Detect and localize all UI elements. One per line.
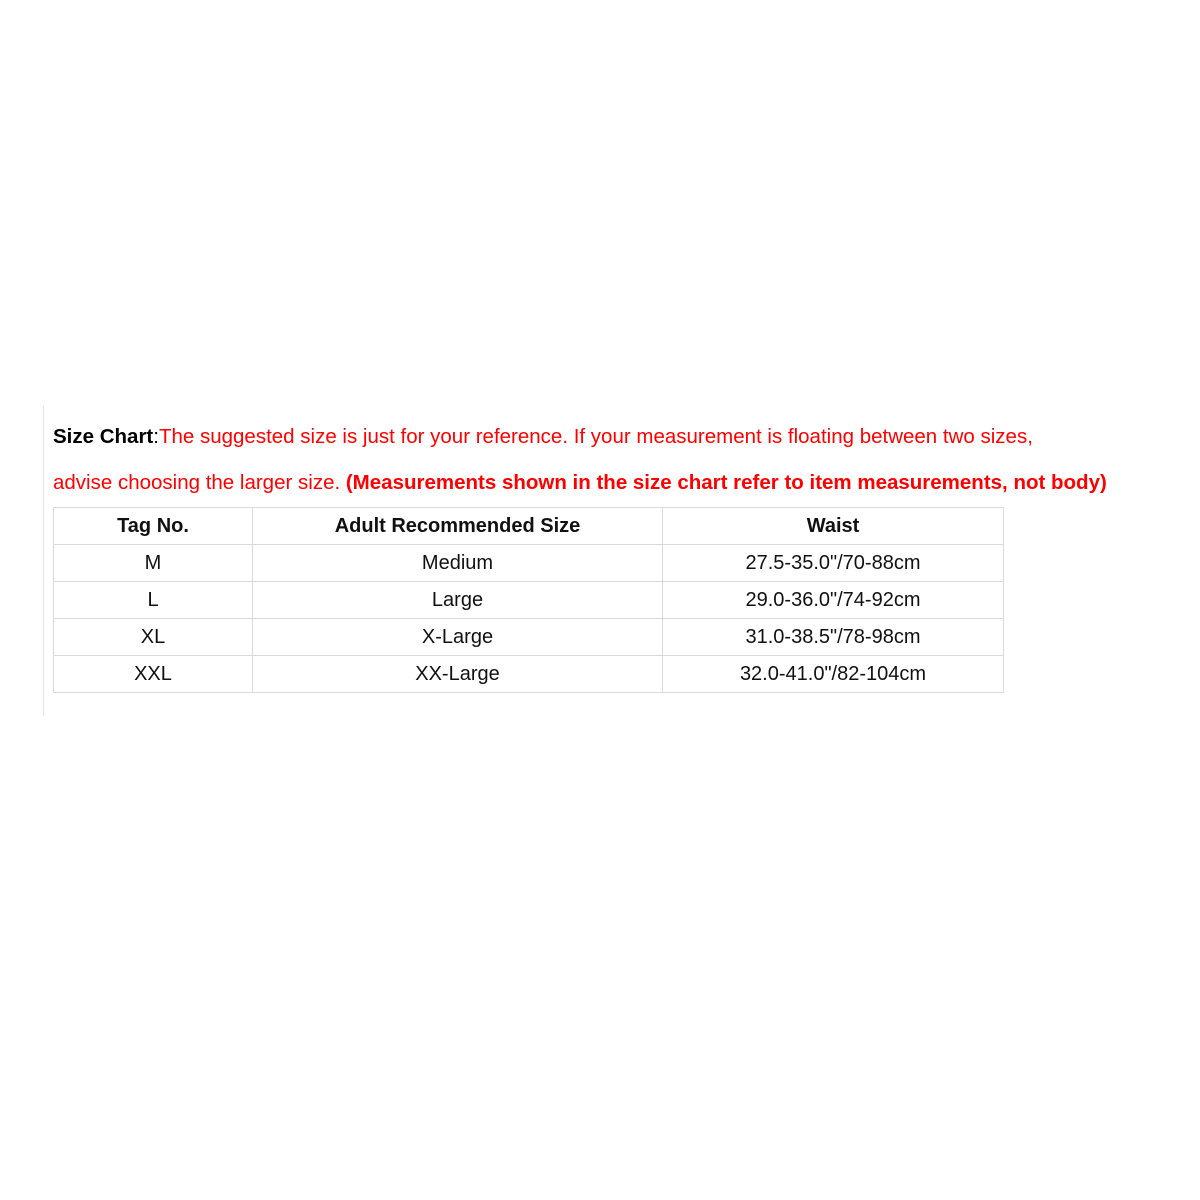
cell-waist: 32.0-41.0"/82-104cm [663, 656, 1004, 693]
table-row [54, 545, 1004, 582]
table-row [54, 582, 1004, 619]
table-row [54, 619, 1004, 656]
cell-recommended-size: X-Large [253, 619, 663, 656]
header-waist: Waist [663, 508, 1004, 545]
table-header-row [54, 508, 1004, 545]
size-chart-note-line1: The suggested size is just for your reference. If your measurement is floating between two sizes, [158, 425, 1033, 448]
table-row [54, 656, 1004, 693]
cell-recommended-size: XX-Large [253, 656, 663, 693]
size-chart-colon: : [153, 425, 159, 448]
size-chart-label: Size Chart [53, 425, 154, 448]
cell-tag-no: L [54, 582, 253, 619]
header-adult-recommended-size: Adult Recommended Size [253, 508, 663, 545]
size-table [53, 507, 1004, 693]
size-chart-section [43, 406, 1184, 716]
size-chart-note-line2: advise choosing the larger size. [53, 471, 346, 494]
cell-waist: 27.5-35.0"/70-88cm [663, 545, 1004, 582]
cell-tag-no: XXL [54, 656, 253, 693]
size-chart-measurement-note: (Measurements shown in the size chart refer to item measurements, not body) [345, 471, 1107, 494]
cell-tag-no: M [54, 545, 253, 582]
cell-waist: 29.0-36.0"/74-92cm [663, 582, 1004, 619]
size-chart-note [53, 414, 1178, 506]
cell-tag-no: XL [54, 619, 253, 656]
cell-waist: 31.0-38.5"/78-98cm [663, 619, 1004, 656]
cell-recommended-size: Medium [253, 545, 663, 582]
header-tag-no: Tag No. [54, 508, 253, 545]
cell-recommended-size: Large [253, 582, 663, 619]
